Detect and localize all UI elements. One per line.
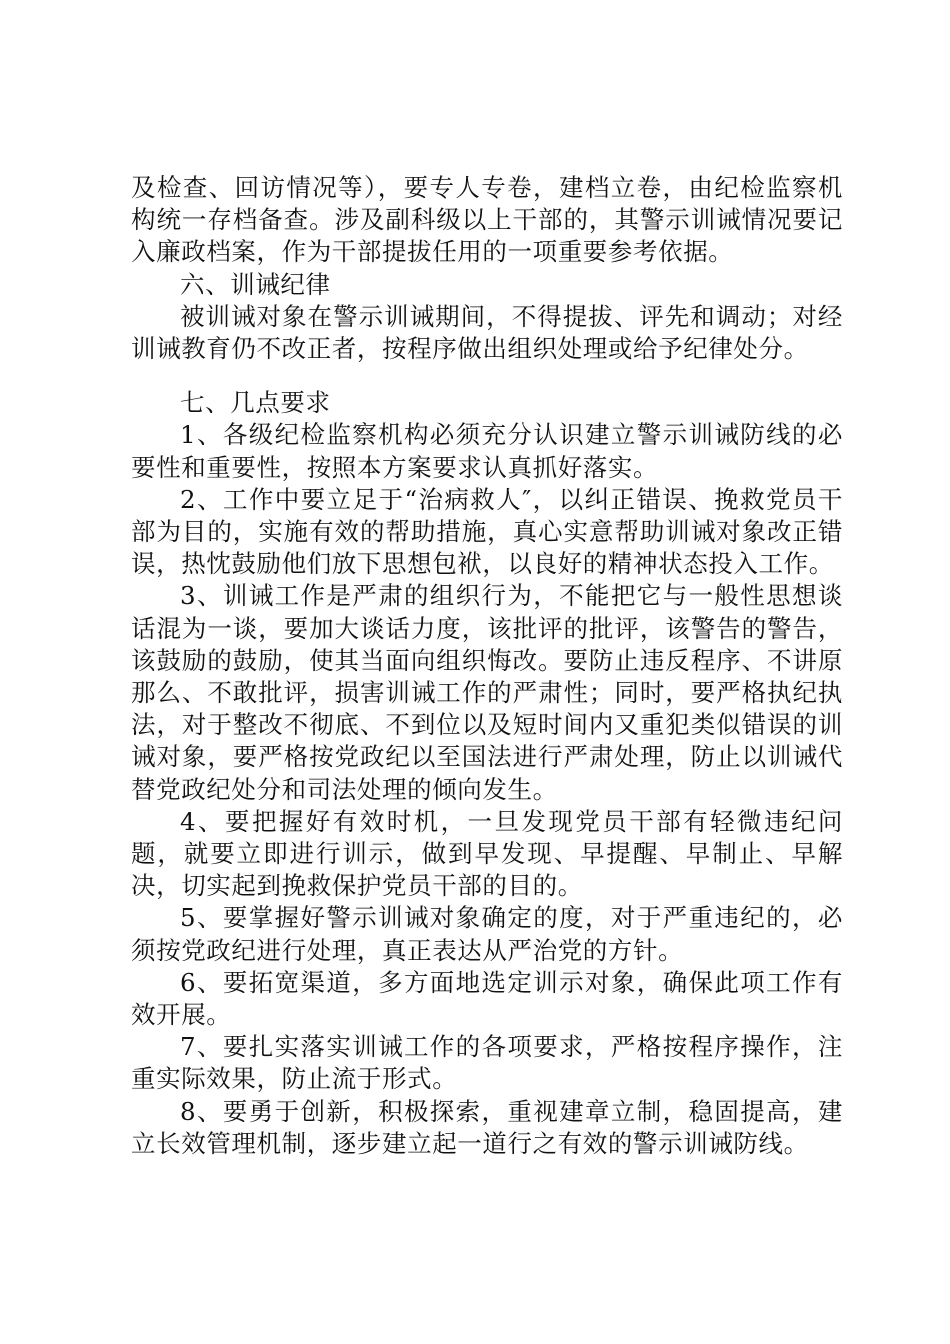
requirement-item-5: 5、要掌握好警示训诫对象确定的度，对于严重违纪的，必须按党政纪进行处理，真正表达从严治党的方针。 (131, 903, 843, 965)
requirement-item-3: 3、训诫工作是严肃的组织行为，不能把它与一般性思想谈话混为一谈，要加大谈话力度，该批评的批评，该警告的警告，该鼓励的鼓励，使其当面向组织悔改。要防止违反程序、不讲原那么、不敢批评，损害训诫工作的严肃性；同时，要严格执纪执法，对于整改不彻底、不到位以及短时间内又重犯类似错误的训诫对象，要严格按党政纪以至国法进行严肃处理，防止以训诫代替党政纪处分和司法处理的倾向发生。 (131, 581, 843, 804)
requirement-item-6: 6、要拓宽渠道，多方面地选定训示对象，确保此项工作有效开展。 (131, 967, 843, 1030)
requirement-item-8: 8、要勇于创新，积极探索，重视建章立制，稳固提高，建立长效管理机制，逐步建立起一道行之有效的警示训诫防线。 (131, 1096, 843, 1158)
section-heading-discipline: 六、训诫纪律 (180, 269, 331, 299)
requirement-item-4: 4、要把握好有效时机，一旦发现党员干部有轻微违纪问题，就要立即进行训示，做到早发现、早提醒、早制止、早解决，切实起到挽救保护党员干部的目的。 (131, 806, 843, 901)
document-body (131, 172, 843, 1160)
paragraph-archive: 及检查、回访情况等），要专人专卷，建档立卷，由纪检监察机构统一存档备查。涉及副科级以上干部的，其警示训诫情况要记入廉政档案，作为干部提拔任用的一项重要参考依据。 (131, 173, 843, 267)
requirement-item-2: 2、工作中要立足于“治病救人″，以纠正错误、挽救党员干部为目的，实施有效的帮助措施，真心实意帮助训诫对象改正错误，热忱鼓励他们放下思想包袱，以良好的精神状态投入工作。 (131, 484, 843, 579)
paragraph-discipline: 被训诫对象在警示训诫期间，不得提拔、评先和调动；对经训诫教育仍不改正者，按程序做出组织处理或给予纪律处分。 (131, 301, 843, 364)
paragraph-gap (131, 365, 843, 387)
section-heading-requirements: 七、几点要求 (180, 388, 331, 418)
requirement-item-7: 7、要扎实落实训诫工作的各项要求，严格按程序操作，注重实际效果，防止流于形式。 (131, 1032, 843, 1094)
requirement-item-1: 1、各级纪检监察机构必须充分认识建立警示训诫防线的必要性和重要性，按照本方案要求认真抓好落实。 (131, 420, 843, 482)
